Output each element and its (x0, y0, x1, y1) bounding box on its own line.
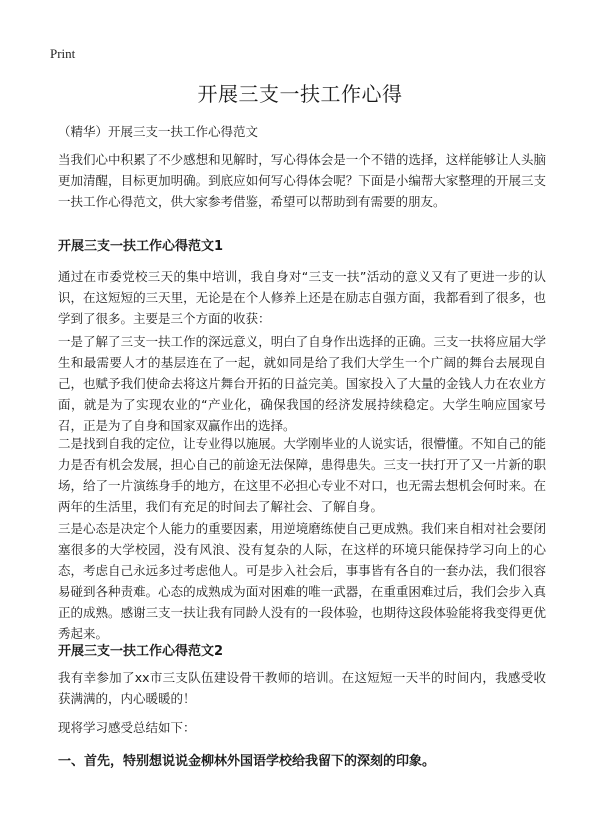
page-title: 开展三支一扶工作心得 (197, 82, 403, 106)
section-1-paragraph-2: 一是了解了三支一扶工作的深远意义，明白了自身作出选择的正确。三支一扶将应届大学生和最需要人才的基层连在了一起，就如同是给了我们大学生一个广阔的舞台去展现自己，也赋予我们使命去将这片舞台开拓的日益完美。国家投入了大量的金钱人力在农业方面，就是为了实现农业的“产业化，确保我国的经济发展持续稳定。大学生响应国家号召，正是为了自身和国家双赢作出的选择。 (58, 334, 546, 433)
document-subtitle: （精华）开展三支一扶工作心得范文 (58, 124, 259, 139)
section-2-bold-point: 一、首先，特别想说说金柳林外国语学校给我留下的深刻的印象。 (58, 754, 436, 769)
section-1-paragraph-1: 通过在市委党校三天的集中培训，我自身对“三支一扶”活动的意义又有了更进一步的认识，在这短短的三天里，无论是在个人修养上还是在励志自强方面，我都看到了很多，也学到了很多。主要是三个方面的收获： (58, 269, 546, 326)
section-2-heading: 开展三支一扶工作心得范文2 (58, 644, 224, 659)
section-1-paragraph-3: 二是找到自我的定位，让专业得以施展。大学刚毕业的人说实话，很懵懂。不知自己的能力是否有机会发展，担心自己的前途无法保障，患得患失。三支一扶打开了又一片新的职场，给了一片演练身手的地方，在这里不必担心专业不对口，也无需去想机会何时来。在两年的生活里，我们有充足的时间去了解社会、了解自身。 (58, 436, 546, 514)
print-link[interactable]: Print (50, 46, 76, 61)
section-1-heading: 开展三支一扶工作心得范文1 (58, 239, 224, 254)
section-2-paragraph-1: 我有幸参加了xx市三支队伍建设骨干教师的培训。在这短短一天半的时间内，我感受收获满满的，内心暖暖的！ (58, 670, 546, 706)
section-1-paragraph-4: 三是心态是决定个人能力的重要因素，用逆境磨练使自己更成熟。我们来自相对社会要闭塞很多的大学校园，没有风浪、没有复杂的人际，在这样的环境只能保持学习向上的心态，考虑自己永远多过考虑他人。可是步入社会后，事事皆有各自的一套办法，我们很容易碰到各种责难。心态的成熟成为面对困难的唯一武器，在重重困难过后，我们会步入真正的成熟。感谢三支一扶让我有同龄人没有的一段体验，也期待这段体验能将我变得更优秀起来。 (58, 521, 546, 641)
section-2-paragraph-2: 现将学习感受总结如下： (58, 720, 196, 735)
intro-paragraph: 当我们心中积累了不少感想和见解时，写心得体会是一个不错的选择，这样能够让人头脑更加清醒，目标更加明确。到底应如何写心得体会呢？下面是小编帮大家整理的开展三支一扶工作心得范文，供大家参考借鉴，希望可以帮助到有需要的朋友。 (58, 152, 546, 209)
